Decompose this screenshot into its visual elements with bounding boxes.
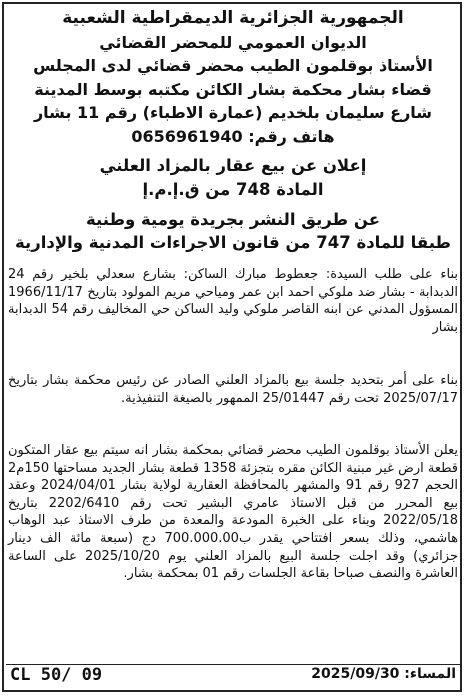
- footer-bar: [6, 664, 460, 687]
- notice-title: إعلان عن بيع عقار بالمزاد العلني: [99, 156, 367, 175]
- legal-basis: طبقا للمادة 747 من قانون الاجراءات المدنية والإدارية: [15, 233, 451, 252]
- paragraph-order: بناء على أمر بتحديد جلسة بيع بالمزاد العلني الصادر عن رئيس محكمة بشار بتاريخ 2025/07/17 تحت رقم 25/01447 الممهور بالصيغة التنفيذية.: [8, 373, 458, 406]
- article-reference: المادة 748 من ق.إ.م.إ: [142, 180, 324, 199]
- republic-header: الجمهورية الجزائرية الديمقراطية الشعبية: [62, 8, 404, 28]
- publication-method: عن طريق النشر بجريدة يومية وطنية: [86, 210, 380, 229]
- office-header: الديوان العمومي للمحضر القضائي: [99, 33, 367, 52]
- address-line: شارع سليمان بلخديم (عمارة الاطباء) رقم 11 بشار: [33, 103, 433, 122]
- bailiff-name-line: الأستاذ بوقلمون الطيب محضر قضائي لدى المجلس: [33, 56, 433, 75]
- publication-date: المساء: 2025/09/30: [311, 666, 456, 682]
- phone-line: هاتف رقم: 0656961940: [131, 127, 335, 146]
- paragraph-request: بناء على طلب السيدة: جعطوط مبارك الساكن: بشارع سعدلي بلخير رقم 24 الدبدابة - بشار ضد ملوكي احمد ابن عمر ومياحي مريم المولود بتاريخ 1966/11/17 المسؤول المدني عن ابنه القاصر ملوكي وليد الساكن حي المخاليف رقم 54 الدبدابة بشار: [8, 267, 458, 335]
- court-office-line: قضاء بشار محكمة بشار الكائن مكتبه بوسط المدينة: [34, 80, 432, 99]
- publication-code: CL 50/ 09: [10, 665, 103, 685]
- paragraph-announcement: يعلن الأستاذ بوقلمون الطيب محضر قضائي بمحكمة بشار انه سيتم بيع عقار المتكون قطعة ارض غير مبنية الكائن مقره بتجزئة 1358 قطعة بشار الجديد مساحتها 150م2 الحجم 927 رقم 91 والمشهر بالمحافظة العقارية لولاية بشار 2024/04/01 وعقد بيع المحرر من قبل الاستاذ عامري البشير تحت رقم 2202/6410 بتاريخ 2022/05/18 وبناء على الخبرة المودعة والمعدة من طرف الاستاذ عبد الوهاب هاشمي، وذلك بسعر افتتاحي يقدر ب700.000.00 دج (سبعة مائة الف دينار جزائري) وقد اجلت جلسة البيع بالمزاد العلني يوم 2025/10/20 على الساعة العاشرة والنصف صباحا بقاعة الجلسات رقم 01 بمحكمة بشار.: [8, 443, 459, 582]
